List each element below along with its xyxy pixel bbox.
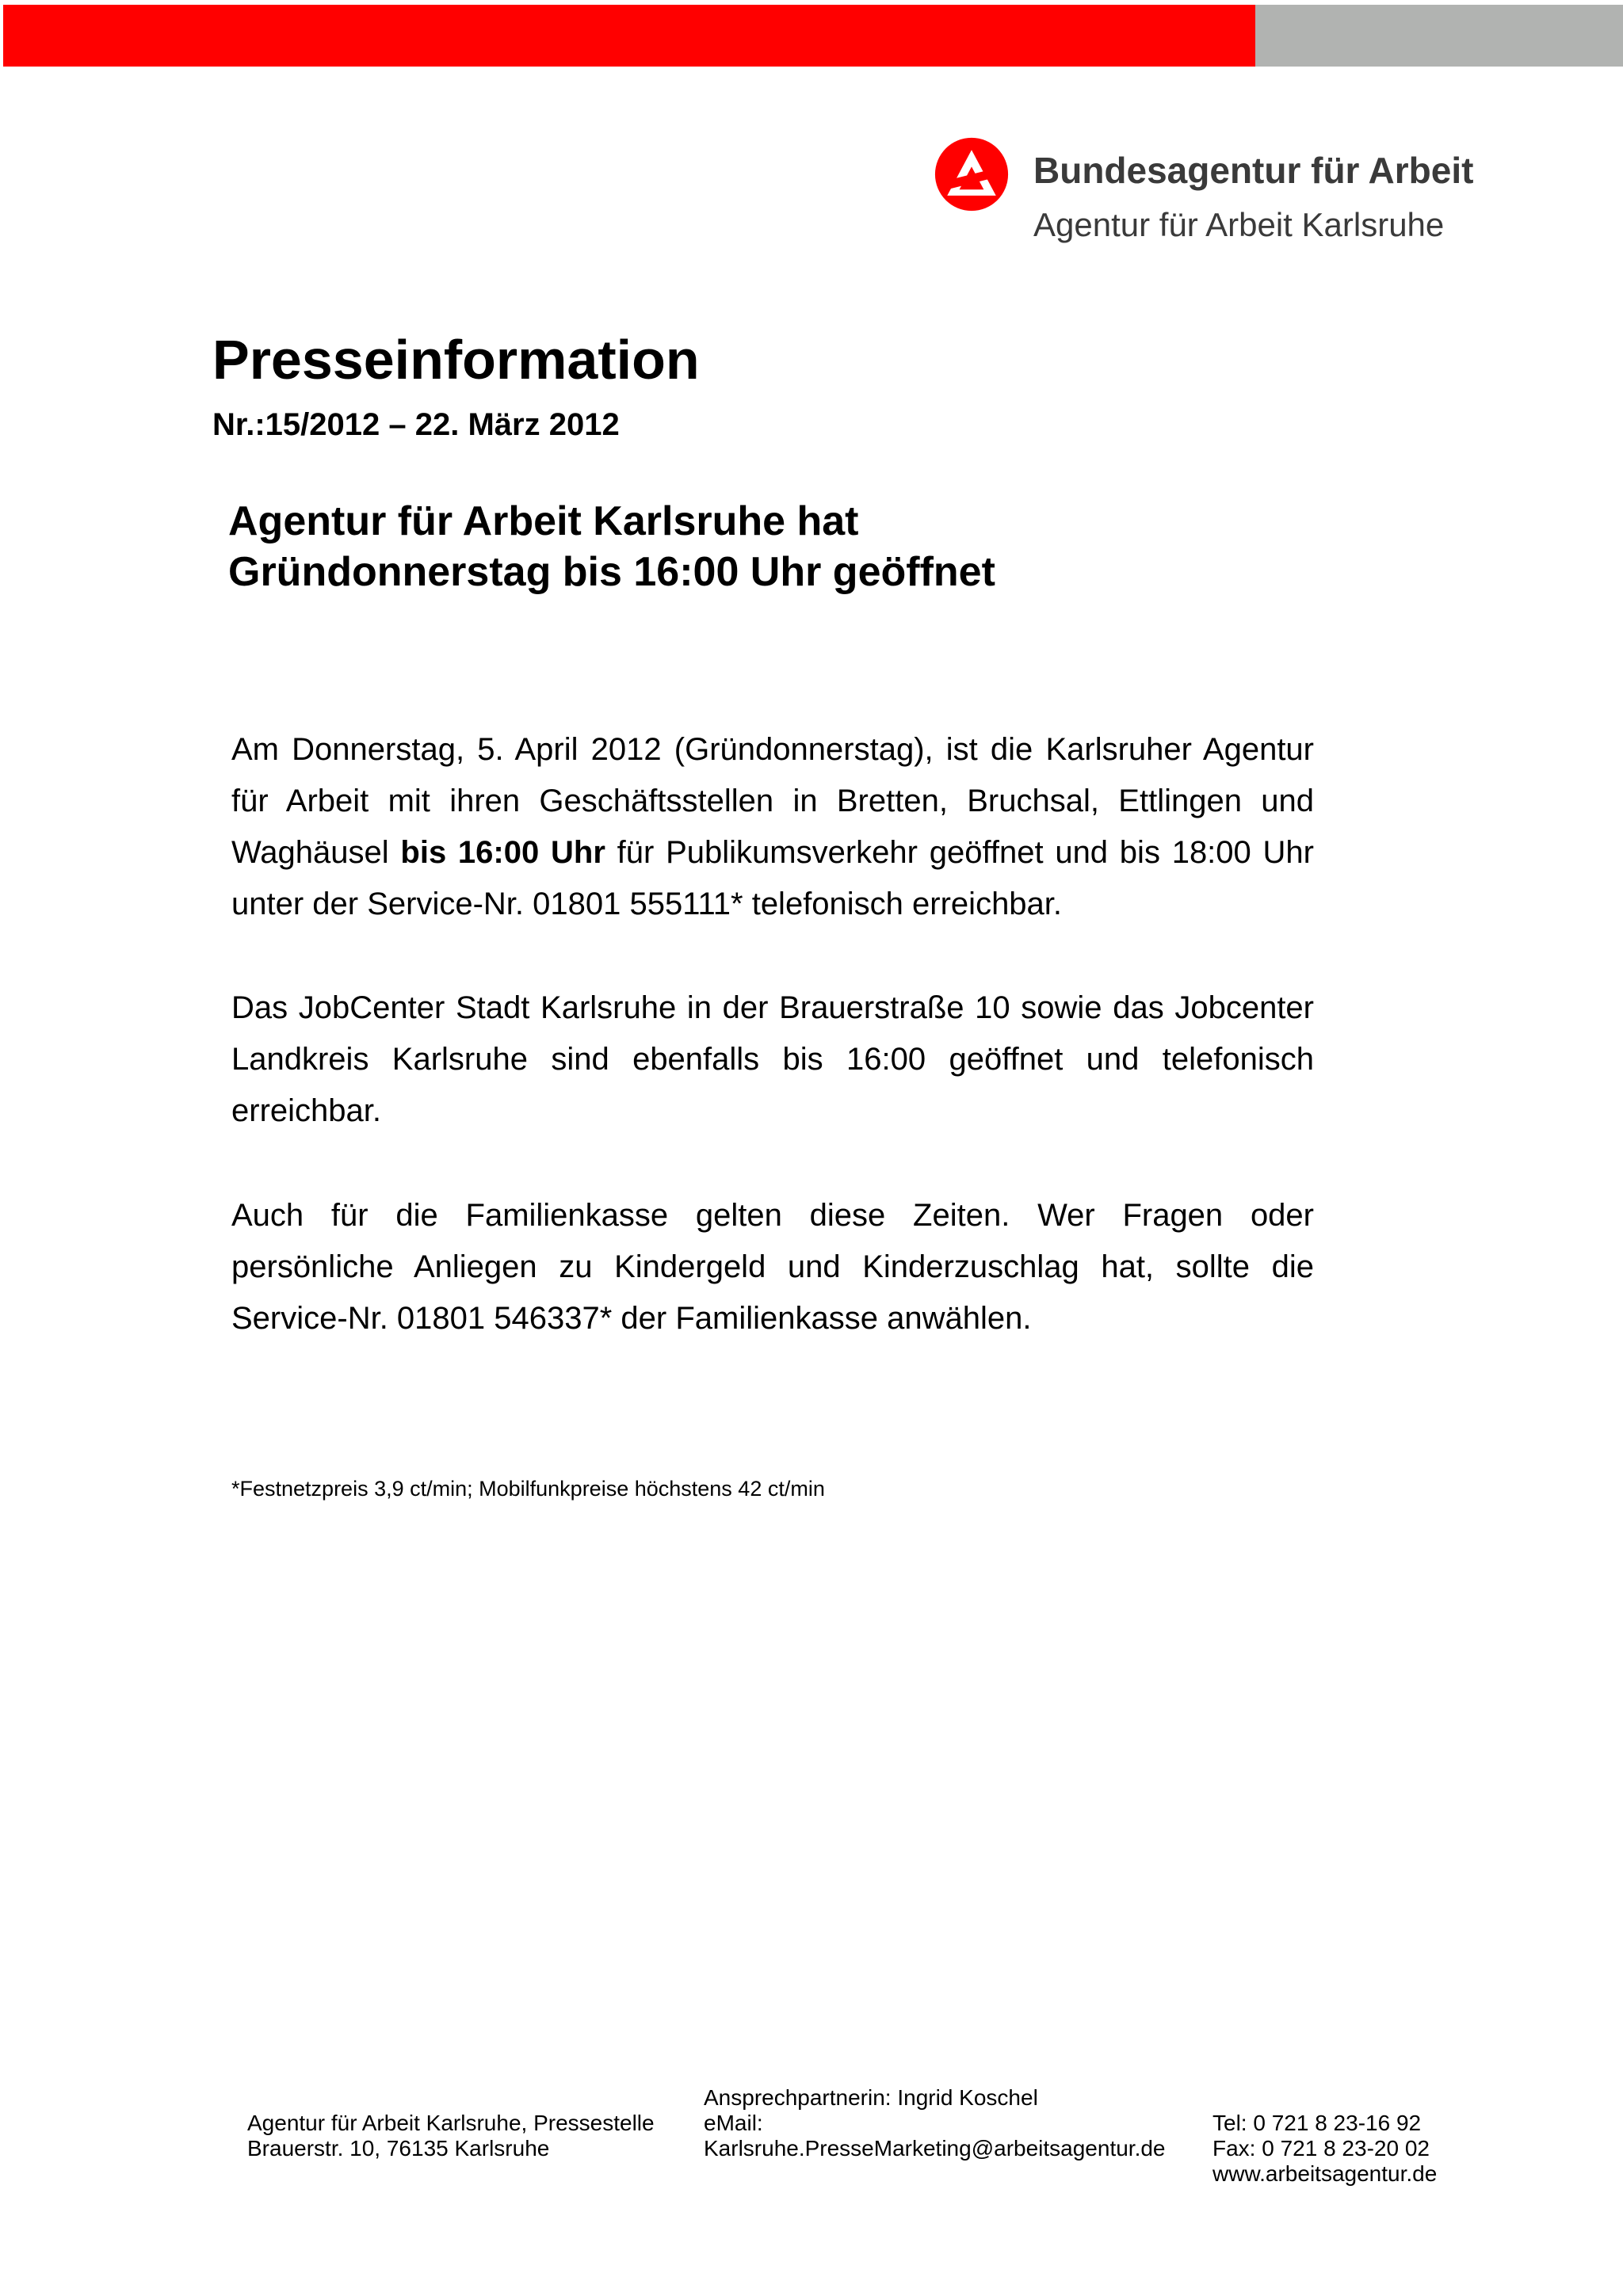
paragraph-1 — [231, 724, 1314, 930]
footer-contact — [704, 2085, 1166, 2161]
document-title: Presseinformation — [212, 329, 700, 391]
ba-logo-icon — [934, 136, 1010, 212]
footer-website-link[interactable]: www.arbeitsagentur.de — [1212, 2161, 1438, 2186]
press-number: Nr.:15/2012 – 22. März 2012 — [212, 407, 620, 442]
footer-email-label: eMail: — [704, 2111, 763, 2135]
footer-contact-person: Ansprechpartnerin: Ingrid Koschel — [704, 2085, 1038, 2110]
footer-fax: Fax: 0 721 8 23-20 02 — [1212, 2136, 1430, 2161]
headline-line-2: Gründonnerstag bis 16:00 Uhr geöffnet — [228, 549, 995, 595]
paragraph-2: Das JobCenter Stadt Karlsruhe in der Brauerstraße 10 sowie das Jobcenter Landkreis Karlsruhe sind ebenfalls bis 16:00 geöffnet und telefonisch erreichbar. — [231, 990, 1314, 1128]
agency-logo — [934, 136, 1488, 255]
top-bar-gray — [1255, 5, 1623, 67]
paragraph-1-bold: bis 16:00 Uhr — [400, 835, 605, 870]
headline-line-1: Agentur für Arbeit Karlsruhe hat — [228, 498, 859, 544]
top-bar-red — [3, 5, 1255, 67]
logo-subtitle: Agentur für Arbeit Karlsruhe — [1033, 206, 1445, 243]
headline — [228, 496, 995, 597]
footer-email-link[interactable]: Karlsruhe.PresseMarketing@arbeitsagentur.de — [704, 2136, 1166, 2161]
footer-address-line: Brauerstr. 10, 76135 Karlsruhe — [247, 2136, 550, 2161]
paragraph-3: Auch für die Familienkasse gelten diese Zeiten. Wer Fragen oder persönliche Anliegen zu Kindergeld und Kinderzuschlag hat, sollte die Service-Nr. 01801 546337* der Familienkasse anwählen. — [231, 1198, 1314, 1336]
footer-address-line: Agentur für Arbeit Karlsruhe, Pressestelle — [247, 2111, 655, 2135]
footnote: *Festnetzpreis 3,9 ct/min; Mobilfunkpreise höchstens 42 ct/min — [231, 1477, 825, 1501]
logo-title: Bundesagentur für Arbeit — [1033, 150, 1474, 191]
footer-phone — [1212, 2111, 1437, 2187]
footer-address — [247, 2111, 655, 2161]
paragraph-1-part-1: Am Donnerstag, 5. April 2012 (Gründonnerstag), ist die Karlsruher Agentur für Arbeit mit ihren Geschäftsstellen in Bretten, Bruchsal, Ettlingen und Waghäusel — [231, 732, 1314, 870]
paragraph-1-part-2: für Publikumsverkehr geöffnet und bis 18:00 Uhr unter der Service-Nr. 01801 555111* telefonisch erreichbar. — [231, 835, 1314, 921]
footer-tel: Tel: 0 721 8 23-16 92 — [1212, 2111, 1422, 2135]
